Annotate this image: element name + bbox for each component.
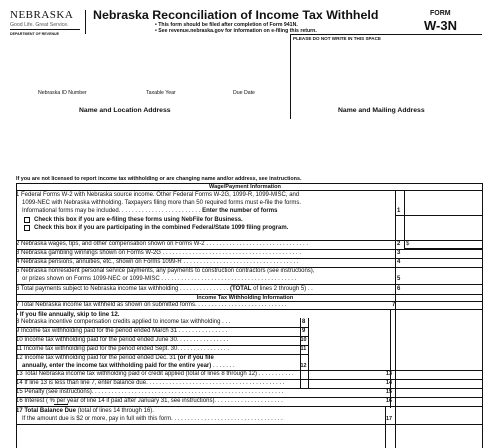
due-date-label: Due Date — [233, 90, 255, 96]
line-12-text-b: annually, enter the income tax withholding paid for the entire year) . . . . . . . — [22, 363, 235, 369]
line-13-text: 13 Total Nebraska income tax withholding paid or credit applied (total of lines 8 through 12) . . . . . . . . . . . — [16, 371, 294, 377]
line-15-text: 15 Penalty (see instructions). . . . . . . . . . . . . . . . . . . . . . . . . . . . . . . . . . . . . . . . . . . . . . . . . . . . . . . . . . — [16, 389, 284, 395]
line-12-box-number: 12 — [300, 363, 307, 369]
line-10-box-number: 10 — [300, 337, 307, 343]
line-7-text: 7 Total Nebraska income tax withheld as shown on submitted forms. . . . . . . . . . . . . . . . . . . . . . . . . . . . — [16, 302, 287, 308]
nebfile-checkbox[interactable] — [24, 217, 30, 223]
line-2-input[interactable] — [404, 240, 482, 249]
header-note-2: • See revenue.nebraska.gov for information on e-filing this return. — [155, 28, 317, 34]
line-11-text: 11 Income tax withholding paid for the period ended Sept. 30. . . . . . . . . . . . . . . . — [16, 346, 230, 352]
line-8-box-number: 8 — [302, 319, 306, 325]
line-7-box-number: 7 — [392, 302, 396, 308]
name-mailing-label: Name and Mailing Address — [338, 107, 425, 114]
page-title: Nebraska Reconciliation of Income Tax Withheld — [93, 8, 379, 22]
line-11-box-number: 11 — [300, 346, 307, 352]
logo-tagline: Good Life. Great Service. — [10, 22, 69, 28]
not-licensed-note: If you are not licensed to report income tax withholding or are changing name and/or address, see instructions. — [16, 176, 302, 182]
section-wage-title: Wage/Payment Information — [209, 184, 281, 190]
logo-name: NEBRASKA — [10, 9, 74, 21]
section-withholding-title: Income Tax Withholding Information — [196, 295, 294, 301]
line-14-text: 14 If line 13 is less than line 7, enter balance due. . . . . . . . . . . . . . . . . . . . . . . . . . . . . . . . . . . . . . . . . . — [16, 380, 285, 386]
header-divider-left — [85, 10, 86, 34]
form-number: W-3N — [424, 18, 457, 33]
name-location-label: Name and Location Address — [79, 107, 171, 114]
line-17-text-b: If the amount due is $2 or more, pay in full with this form. . . . . . . . . . . . . . . . . . . . . . . . . . . . . . . . . . — [22, 416, 283, 422]
do-not-write-label: PLEASE DO NOT WRITE IN THIS SPACE — [293, 36, 381, 41]
line-2-box-number: 2 — [397, 241, 401, 247]
nebraska-logo — [10, 10, 82, 34]
line-17-box-number: 17 — [386, 416, 392, 422]
header-note-1: • This form should be filed after completion of Form 941N. — [155, 22, 298, 28]
enter-number-forms-label: Enter the number of forms — [202, 208, 278, 214]
line-14-box-number: 14 — [386, 380, 392, 386]
line-6-box-number: 6 — [397, 286, 401, 292]
line-3-box-number: 3 — [397, 250, 401, 256]
line-3-text: 3 Nebraska gambling winnings shown on Forms W-2G . . . . . . . . . . . . . . . . . . . . . . . . . . . . . . . . . . . . . . . . . . — [16, 250, 301, 256]
line-5-text-b: or prizes shown on Forms 1099-NEC or 1099-MISC . . . . . . . . . . . . . . . . . . . . . . . . . . . . . . . . . . . . . . . . . — [22, 276, 297, 282]
nebraska-id-label: Nebraska ID Number — [38, 90, 87, 96]
logo-department: DEPARTMENT OF REVENUE — [10, 32, 60, 36]
line-5-box-number: 5 — [397, 276, 401, 282]
line-9-text: 9 Income tax withholding paid for the period ended March 31 . . . . . . . . . . . . . . . — [16, 328, 228, 334]
line-6-text: 6 Total payments subject to Nebraska income tax withholding . . . . . . . . . . . . . . . (TOTAL of lines 2 through 5) . . — [16, 286, 313, 292]
line-10-text: 10 Income tax withholding paid for the period ended June 30. . . . . . . . . . . . . . . . — [16, 337, 229, 343]
line-1-text-a: 1 Federal Forms W-2 with Nebraska source income. Other Federal Forms W-2G, 1099-R, 1099-MISC, and — [16, 192, 300, 198]
line-12-text-a: 12 Income tax withholding paid for the period ended Dec. 31 (or if you file — [16, 355, 214, 361]
line-1-text-b: 1099-NEC with Nebraska withholding. Taxpayers filing more than 50 required forms must e-file the forms. — [22, 200, 302, 206]
line-16-text: 16 Interest ( % per year of line 14 if paid after January 31, see instructions). . . . . . . . . . . . . . . . . . . . . — [16, 398, 283, 404]
line-5-text-a: 5 Nebraska nonresident personal service payments, any payments to construction contractors (see instructions), — [16, 268, 315, 274]
line-17-text-a: 17 Total Balance Due (total of lines 14 through 16). — [16, 408, 154, 414]
line-2-text: 2 Nebraska wages, tips, and other compensation shown on Forms W-2 . . . . . . . . . . . . . . . . . . . . . . . . . . . . . . . — [16, 241, 309, 247]
line-9-box-number: 9 — [302, 328, 306, 334]
combined-filing-checkbox-label: Check this box if you are participating in the combined Federal/State 1099 filing program. — [34, 225, 289, 231]
line-15-box-number: 15 — [386, 389, 392, 395]
line-1-box-number: 1 — [397, 208, 401, 214]
nebfile-checkbox-label: Check this box if you are e-filing these forms using NebFile for Business. — [34, 217, 243, 223]
line-2-dollar-sign: $ — [406, 241, 410, 247]
combined-filing-checkbox[interactable] — [24, 225, 30, 231]
line-4-text: 4 Nebraska pensions, annuities, etc., shown on Forms 1099-R . . . . . . . . . . . . . . . . . . . . . . . . . . . . . . . . . . . — [16, 259, 299, 265]
line-16-box-number: 16 — [386, 398, 392, 404]
taxable-year-label: Taxable Year — [146, 90, 176, 96]
line-13-box-number: 13 — [386, 371, 392, 377]
line-1-text-c: Informational forms may be included. . . . . . . . . . . . . . . . . . . . . . . . . Enter the number of forms — [22, 208, 278, 214]
annual-filing-note: • If you file annually, skip to line 12. — [16, 311, 120, 318]
interest-rate-input[interactable] — [54, 399, 68, 405]
line-4-box-number: 4 — [397, 259, 401, 265]
form-label: FORM — [430, 10, 451, 17]
line-8-text: 8 Nebraska incentive compensation credits applied to income tax withholding . . . — [16, 319, 231, 325]
